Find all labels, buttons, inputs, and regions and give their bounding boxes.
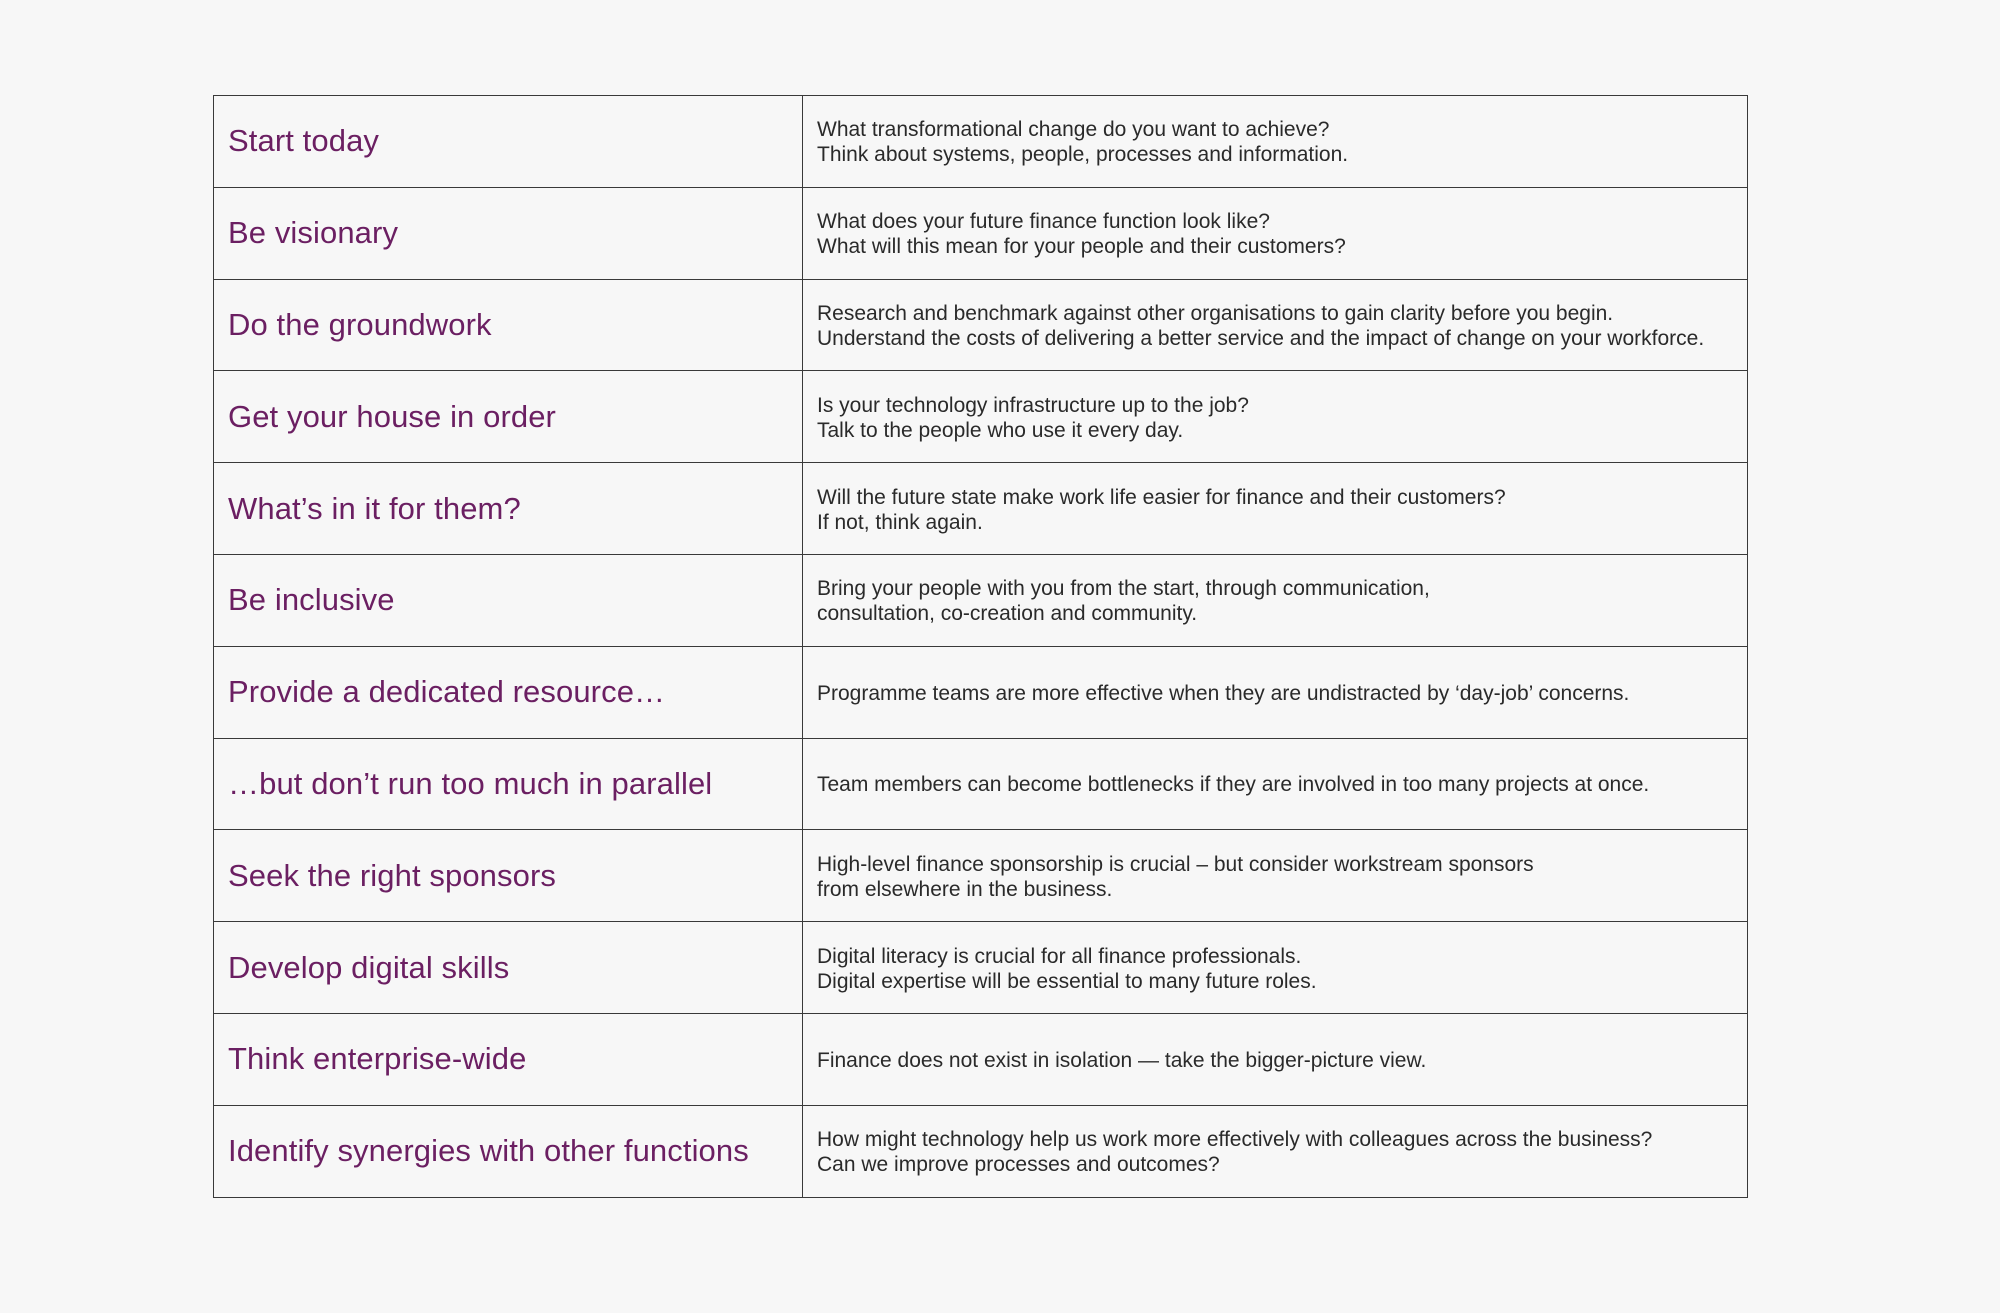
row-description xyxy=(803,463,1748,555)
row-description xyxy=(803,96,1748,188)
row-heading: Do the groundwork xyxy=(214,279,803,371)
row-description xyxy=(803,738,1748,830)
row-heading: Get your house in order xyxy=(214,371,803,463)
row-heading: Think enterprise-wide xyxy=(214,1013,803,1105)
table-row xyxy=(214,738,1748,830)
description-line: If not, think again. xyxy=(817,510,983,534)
table-row xyxy=(214,646,1748,738)
row-heading: …but don’t run too much in parallel xyxy=(214,738,803,830)
row-description xyxy=(803,187,1748,279)
row-heading: Seek the right sponsors xyxy=(214,830,803,922)
description-line: Is your technology infrastructure up to the job? xyxy=(817,393,1249,417)
table-row xyxy=(214,463,1748,555)
description-line: Research and benchmark against other organisations to gain clarity before you begin. xyxy=(817,301,1614,325)
row-description xyxy=(803,830,1748,922)
description-line: Programme teams are more effective when they are undistracted by ‘day-job’ concerns. xyxy=(817,681,1630,705)
row-heading: Develop digital skills xyxy=(214,922,803,1014)
table-row xyxy=(214,96,1748,188)
description-line: High-level finance sponsorship is crucial – but consider workstream sponsors xyxy=(817,852,1534,876)
row-heading: Be visionary xyxy=(214,187,803,279)
description-line: Bring your people with you from the start, through communication, xyxy=(817,577,1430,601)
description-line: Digital literacy is crucial for all finance professionals. xyxy=(817,944,1302,968)
row-description xyxy=(803,554,1748,646)
row-description xyxy=(803,922,1748,1014)
guidance-table-body xyxy=(214,96,1748,1198)
row-description xyxy=(803,646,1748,738)
row-heading: Provide a dedicated resource… xyxy=(214,646,803,738)
description-line: from elsewhere in the business. xyxy=(817,877,1113,901)
description-line: What does your future finance function look like? xyxy=(817,210,1270,234)
table-row xyxy=(214,371,1748,463)
description-line: Can we improve processes and outcomes? xyxy=(817,1153,1220,1177)
table-row xyxy=(214,1105,1748,1197)
row-heading: Identify synergies with other functions xyxy=(214,1105,803,1197)
row-heading: Be inclusive xyxy=(214,554,803,646)
row-description xyxy=(803,279,1748,371)
description-line: How might technology help us work more effectively with colleagues across the business? xyxy=(817,1128,1653,1152)
description-line: Will the future state make work life easier for finance and their customers? xyxy=(817,485,1506,509)
row-description xyxy=(803,1105,1748,1197)
table-row xyxy=(214,187,1748,279)
table-row xyxy=(214,1013,1748,1105)
description-line: What transformational change do you want to achieve? xyxy=(817,118,1330,142)
table-row xyxy=(214,279,1748,371)
guidance-table xyxy=(213,95,1748,1198)
row-heading: Start today xyxy=(214,96,803,188)
description-line: Digital expertise will be essential to many future roles. xyxy=(817,969,1317,993)
description-line: Finance does not exist in isolation — take the bigger-picture view. xyxy=(817,1048,1427,1072)
row-heading: What’s in it for them? xyxy=(214,463,803,555)
description-line: Team members can become bottlenecks if they are involved in too many projects at once. xyxy=(817,773,1650,797)
description-line: Understand the costs of delivering a better service and the impact of change on your workforce. xyxy=(817,326,1705,350)
description-line: consultation, co-creation and community. xyxy=(817,602,1198,626)
row-description xyxy=(803,371,1748,463)
description-line: Think about systems, people, processes and information. xyxy=(817,143,1349,167)
table-row xyxy=(214,922,1748,1014)
table-row xyxy=(214,830,1748,922)
table-row xyxy=(214,554,1748,646)
guidance-table-container xyxy=(213,95,1747,1198)
row-description xyxy=(803,1013,1748,1105)
description-line: Talk to the people who use it every day. xyxy=(817,418,1184,442)
description-line: What will this mean for your people and their customers? xyxy=(817,235,1346,259)
